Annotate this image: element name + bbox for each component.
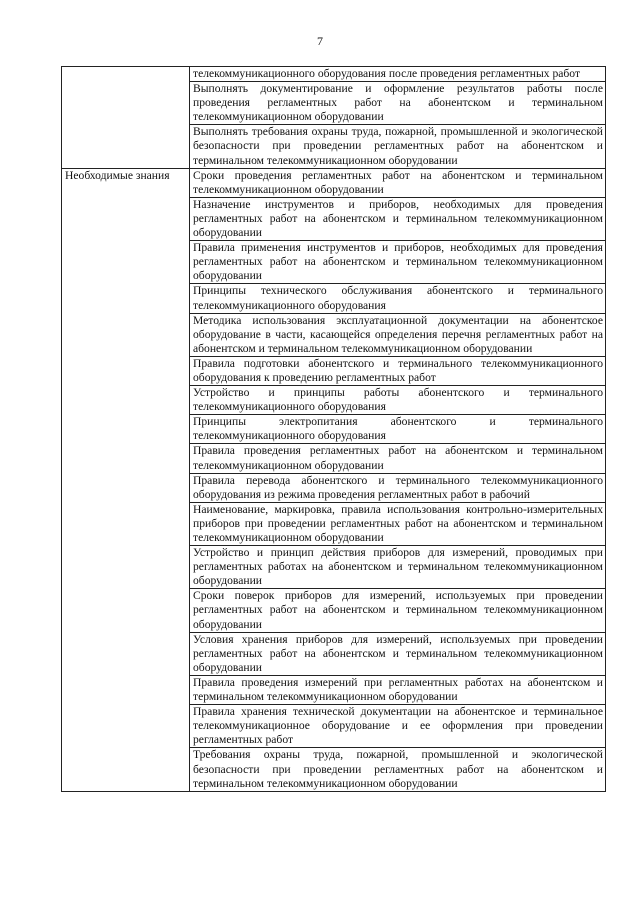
table-cell: Выполнять документирование и оформление результатов работы после проведения регламентных работ на абонентском и терминальном телекоммуникационном оборудовании — [190, 82, 606, 125]
table-cell: Правила проведения регламентных работ на абонентском и терминальном телекоммуникационном оборудовании — [190, 444, 606, 473]
table-cell: Назначение инструментов и приборов, необходимых для проведения регламентных работ на абонентском и терминальном телекоммуникационном оборудовании — [190, 197, 606, 240]
knowledge-label: Необходимые знания — [62, 168, 190, 791]
table-cell: Выполнять требования охраны труда, пожарной, промышленной и экологической безопасности при проведении регламентных работ на абонентском и терминальном телекоммуникационном оборудовании — [190, 125, 606, 168]
table-row — [62, 67, 606, 82]
table-cell: Принципы электропитания абонентского и терминального телекоммуникационного оборудования — [190, 415, 606, 444]
table-cell: Устройство и принцип действия приборов для измерений, проводимых при регламентных работах на абонентском и терминальном телекоммуникационном оборудовании — [190, 546, 606, 589]
table-cell: Правила проведения измерений при регламентных работах на абонентском и терминальном телекоммуникационном оборудовании — [190, 675, 606, 704]
table-cell: Правила подготовки абонентского и терминального телекоммуникационного оборудования к проведению регламентных работ — [190, 356, 606, 385]
table-cell: Сроки проведения регламентных работ на абонентском и терминальном телекоммуникационном оборудовании — [190, 168, 606, 197]
table-body — [62, 67, 606, 792]
requirements-table — [61, 66, 606, 792]
table-cell: Условия хранения приборов для измерений, используемых при проведении регламентных работ на абонентском и терминальном телекоммуникационном оборудовании — [190, 632, 606, 675]
table-cell: Наименование, маркировка, правила использования контрольно-измерительных приборов при проведении регламентных работ на абонентском и терминальном телекоммуникационном оборудовании — [190, 502, 606, 545]
table-cell: Правила перевода абонентского и терминального телекоммуникационного оборудования из режима проведения регламентных работ в рабочий — [190, 473, 606, 502]
table-cell: Принципы технического обслуживания абонентского и терминального телекоммуникационного оборудования — [190, 284, 606, 313]
table-cell: Требования охраны труда, пожарной, промышленной и экологической безопасности при проведении регламентных работ на абонентском и терминальном телекоммуникационном оборудовании — [190, 748, 606, 791]
table-cell: Методика использования эксплуатационной документации на абонентское оборудование в части, касающейся определения перечня регламентных работ на абонентском и терминальном телекоммуникационном оборудовании — [190, 313, 606, 356]
table-cell: телекоммуникационного оборудования после проведения регламентных работ — [190, 67, 606, 82]
table-row — [62, 168, 606, 197]
table-cell: Правила хранения технической документации на абонентское и терминальное телекоммуникационное оборудование и ее оформления при проведении регламентных работ — [190, 705, 606, 748]
table-cell: Устройство и принципы работы абонентского и терминального телекоммуникационного оборудования — [190, 386, 606, 415]
table-cell: Правила применения инструментов и приборов, необходимых для проведения регламентных работ на абонентском и терминальном телекоммуникационном оборудовании — [190, 241, 606, 284]
table-cell: Сроки поверок приборов для измерений, используемых при проведении регламентных работ на абонентском и терминальном телекоммуникационном оборудовании — [190, 589, 606, 632]
page-number: 7 — [317, 34, 323, 48]
skills-label-cell — [62, 67, 190, 169]
